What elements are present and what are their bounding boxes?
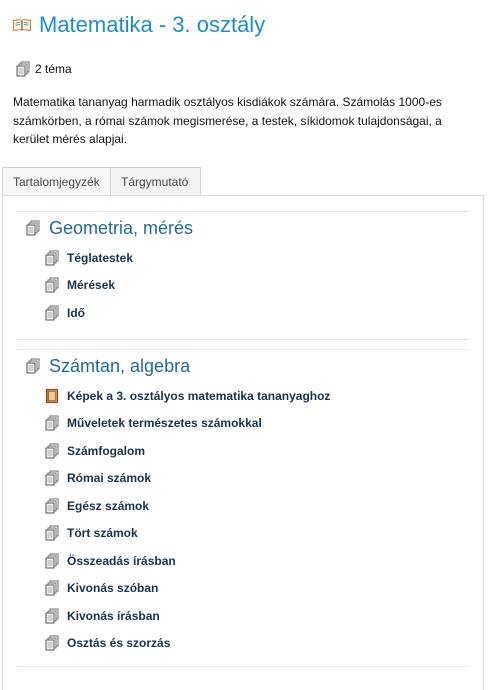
list-item-label: Tört számok [67, 526, 138, 541]
document-stack-icon [44, 498, 60, 514]
list-item[interactable] [17, 602, 469, 630]
document-stack-icon [44, 635, 60, 651]
image-book-icon [44, 388, 60, 404]
list-item-label: Római számok [67, 471, 152, 486]
list-item-label: Képek a 3. osztályos matematika tananyaghoz [67, 388, 331, 403]
list-item[interactable] [17, 630, 469, 658]
list-item-label: Idő [67, 305, 85, 320]
list-item-label: Osztás és szorzás [67, 636, 171, 651]
list-item-label: Számfogalom [67, 443, 146, 458]
list-item[interactable] [17, 465, 469, 493]
section-arithmetic [17, 349, 469, 667]
list-item[interactable] [17, 575, 469, 603]
list-item-label: Összeadás írásban [67, 553, 176, 568]
topic-count [15, 61, 72, 77]
page-title: Matematika - 3. osztály [39, 12, 266, 37]
list-item-label: Műveletek természetes számokkal [67, 416, 262, 431]
document-stack-icon [15, 61, 31, 77]
list-item[interactable] [17, 437, 469, 465]
topic-count-label: 2 téma [35, 62, 72, 76]
section-title: Geometria, mérés [49, 217, 194, 238]
document-stack-icon [44, 553, 60, 569]
document-stack-icon [44, 470, 60, 486]
section-title: Számtan, algebra [49, 355, 191, 376]
list-item[interactable] [17, 492, 469, 520]
document-stack-icon [44, 608, 60, 624]
list-item-label: Egész számok [67, 498, 150, 513]
list-item[interactable] [17, 410, 469, 438]
list-item[interactable] [17, 244, 469, 272]
list-item[interactable] [17, 272, 469, 300]
document-stack-icon [25, 358, 41, 374]
document-stack-icon [25, 220, 41, 236]
content-panel [2, 195, 484, 690]
section-header[interactable] [17, 350, 469, 382]
page-description: Matematika tananyag harmadik osztályos kisdiákok számára. Számolás 1000-es számkörben, a római számok megismerése, a testek, síkidomok tulajdonságai, a kerület mérés alapjai. [13, 95, 442, 146]
list-item[interactable] [17, 547, 469, 575]
list-item[interactable] [17, 520, 469, 548]
page-header [12, 12, 265, 38]
tab-index[interactable]: Tárgymutató [110, 167, 201, 196]
document-stack-icon [44, 580, 60, 596]
list-item-label: Mérések [67, 278, 116, 293]
document-stack-icon [44, 277, 60, 293]
document-stack-icon [44, 250, 60, 266]
section-header[interactable] [17, 212, 469, 244]
open-book-icon [12, 17, 32, 33]
section-geometry [17, 211, 469, 340]
tab-bar [2, 167, 200, 196]
document-stack-icon [44, 305, 60, 321]
list-item-label: Kivonás írásban [67, 608, 160, 623]
document-stack-icon [44, 415, 60, 431]
list-item-label: Téglatestek [67, 250, 134, 265]
document-stack-icon [44, 443, 60, 459]
list-item[interactable] [17, 299, 469, 327]
document-stack-icon [44, 525, 60, 541]
list-item[interactable] [17, 382, 469, 410]
tab-table-of-contents[interactable]: Tartalomjegyzék [2, 167, 111, 196]
list-item-label: Kivonás szóban [67, 581, 159, 596]
